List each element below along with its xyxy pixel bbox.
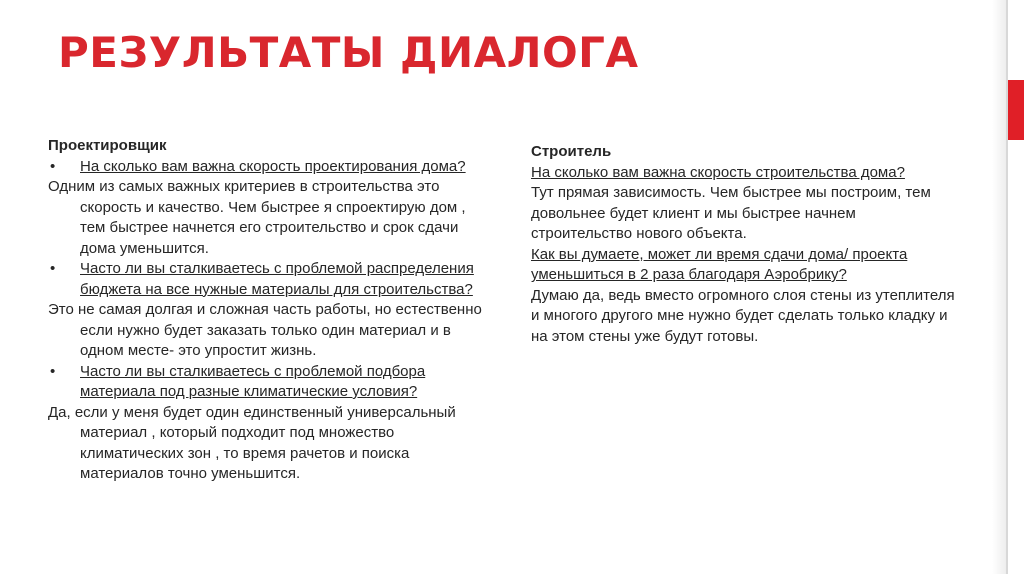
builder-heading: Строитель [531, 143, 612, 160]
bullet-icon: • [50, 362, 56, 380]
designer-heading: Проектировщик [48, 137, 167, 154]
designer-question-3-text: Часто ли вы сталкиваетесь с проблемой подбора материала под разные климатические условия? [80, 362, 426, 400]
designer-column [48, 136, 488, 485]
designer-question-2 [48, 259, 488, 300]
builder-column [531, 142, 961, 347]
designer-answer-1: Одним из самых важных критериев в строительства это скорость и качество. Чем быстрее я спроектирую дом , тем быстрее начнется его строительство и срок сдачи дома уменьшится. [48, 178, 466, 257]
bullet-icon: • [50, 157, 56, 175]
builder-question-1: На сколько вам важна скорость строительства дома? [531, 163, 905, 181]
designer-question-2-text: Часто ли вы сталкиваетесь с проблемой распределения бюджета на все нужные материалы для строительства? [80, 260, 474, 298]
designer-question-1 [48, 157, 488, 178]
designer-answer-3: Да, если у меня будет один единственный универсальный материал , который подходит под множество климатических зон , то время рачетов и поиска материалов точно уменьшится. [48, 403, 456, 482]
builder-answer-2: Думаю да, ведь вместо огромного слоя стены из утеплителя и многого другого мне нужно будет сделать только кладку и на этом стены уже будут готовы. [531, 286, 955, 345]
designer-answer-2: Это не самая долгая и сложная часть работы, но естественно если нужно будет заказать только один материал и в одном месте- это упростит жизнь. [48, 301, 482, 359]
builder-answer-1: Тут прямая зависимость. Чем быстрее мы построим, тем довольнее будет клиент и мы быстрее начнем строительство нового объекта. [531, 184, 931, 242]
builder-question-2: Как вы думаете, может ли время сдачи дома/ проекта уменьшиться в 2 раза благодаря Аэробрику? [531, 245, 908, 283]
designer-question-1-text: На сколько вам важна скорость проектирования дома? [80, 157, 466, 175]
designer-question-3 [48, 362, 488, 403]
red-accent-bar [1008, 80, 1024, 140]
bullet-icon: • [50, 260, 56, 277]
slide-title: РЕЗУЛЬТАТЫ ДИАЛОГА [58, 28, 639, 77]
